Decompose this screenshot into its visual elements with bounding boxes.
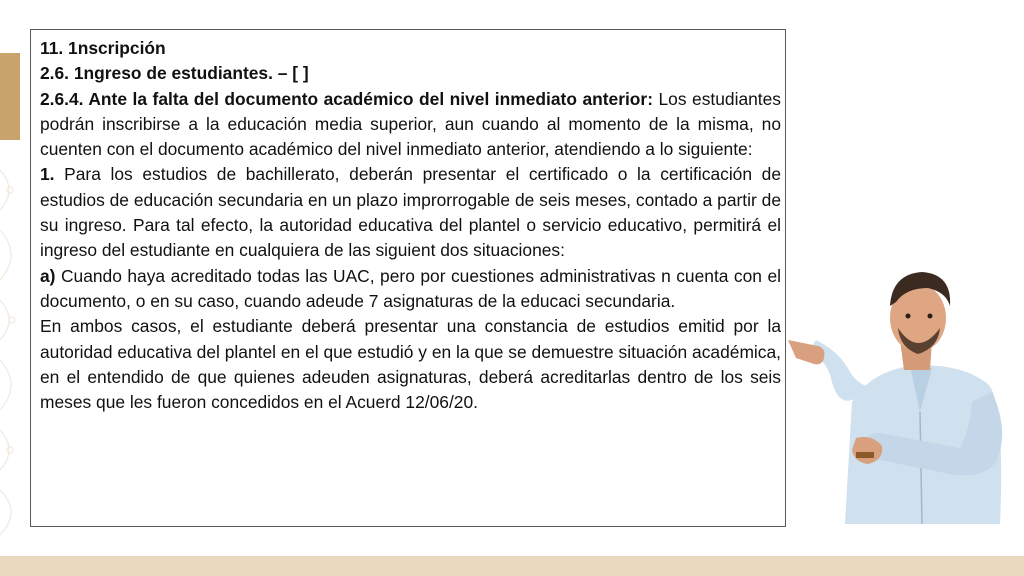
- bottom-band: [0, 556, 1024, 576]
- document-text-box: [30, 29, 786, 527]
- item-a-text: Cuando haya acreditado todas las UAC, pero por cuestiones administrativas n cuenta con el documento, o en su caso, cuando adeude 7 asignaturas de la educaci secundaria.: [40, 265, 781, 311]
- section-label: 2.6.4. Ante la falta del documento académico del nivel inmediato anterior:: [40, 88, 653, 109]
- item-a: [40, 264, 781, 315]
- left-accent-bar: [0, 53, 20, 140]
- floral-pattern-decoration: [0, 150, 28, 540]
- section-text: Los estudiantes podrán inscribirse a la educación media superior, aun cuando al momento de la misma, no cuenten con el documento académico del nivel inmediato anterior, atendiendo a lo siguiente:: [40, 88, 781, 160]
- section-2-6-4: [40, 87, 781, 163]
- man-pointing-illustration: [760, 262, 1015, 524]
- item-1-text: Para los estudios de bachillerato, deberán presentar el certificado o la certificación de estudios de educación secundaria en un plazo improrrogable de seis meses, contado a partir de su ingreso. Para tal efecto, la autoridad educativa del plantel o servicio educativo, permitirá el ingreso del estudiante en cualquiera de las siguient dos situaciones:: [40, 164, 781, 261]
- heading-ingreso: 2.6. 1ngreso de estudiantes. – [ ]: [40, 63, 309, 84]
- item-1-label: 1.: [40, 164, 55, 185]
- item-a-label: a): [40, 265, 56, 286]
- closing-paragraph: En ambos casos, el estudiante deberá presentar una constancia de estudios emitid por la autoridad educativa del plantel en el que estudió y en la que se demuestre situación académica, en el entendido de que quienes adeuden asignaturas, deberá acreditarlas dentro de los seis meses que les fueron concedidos en el Acuerd 12/06/20.: [40, 316, 781, 413]
- heading-inscripcion: 11. 1nscripción: [40, 38, 166, 58]
- item-1: [40, 162, 781, 263]
